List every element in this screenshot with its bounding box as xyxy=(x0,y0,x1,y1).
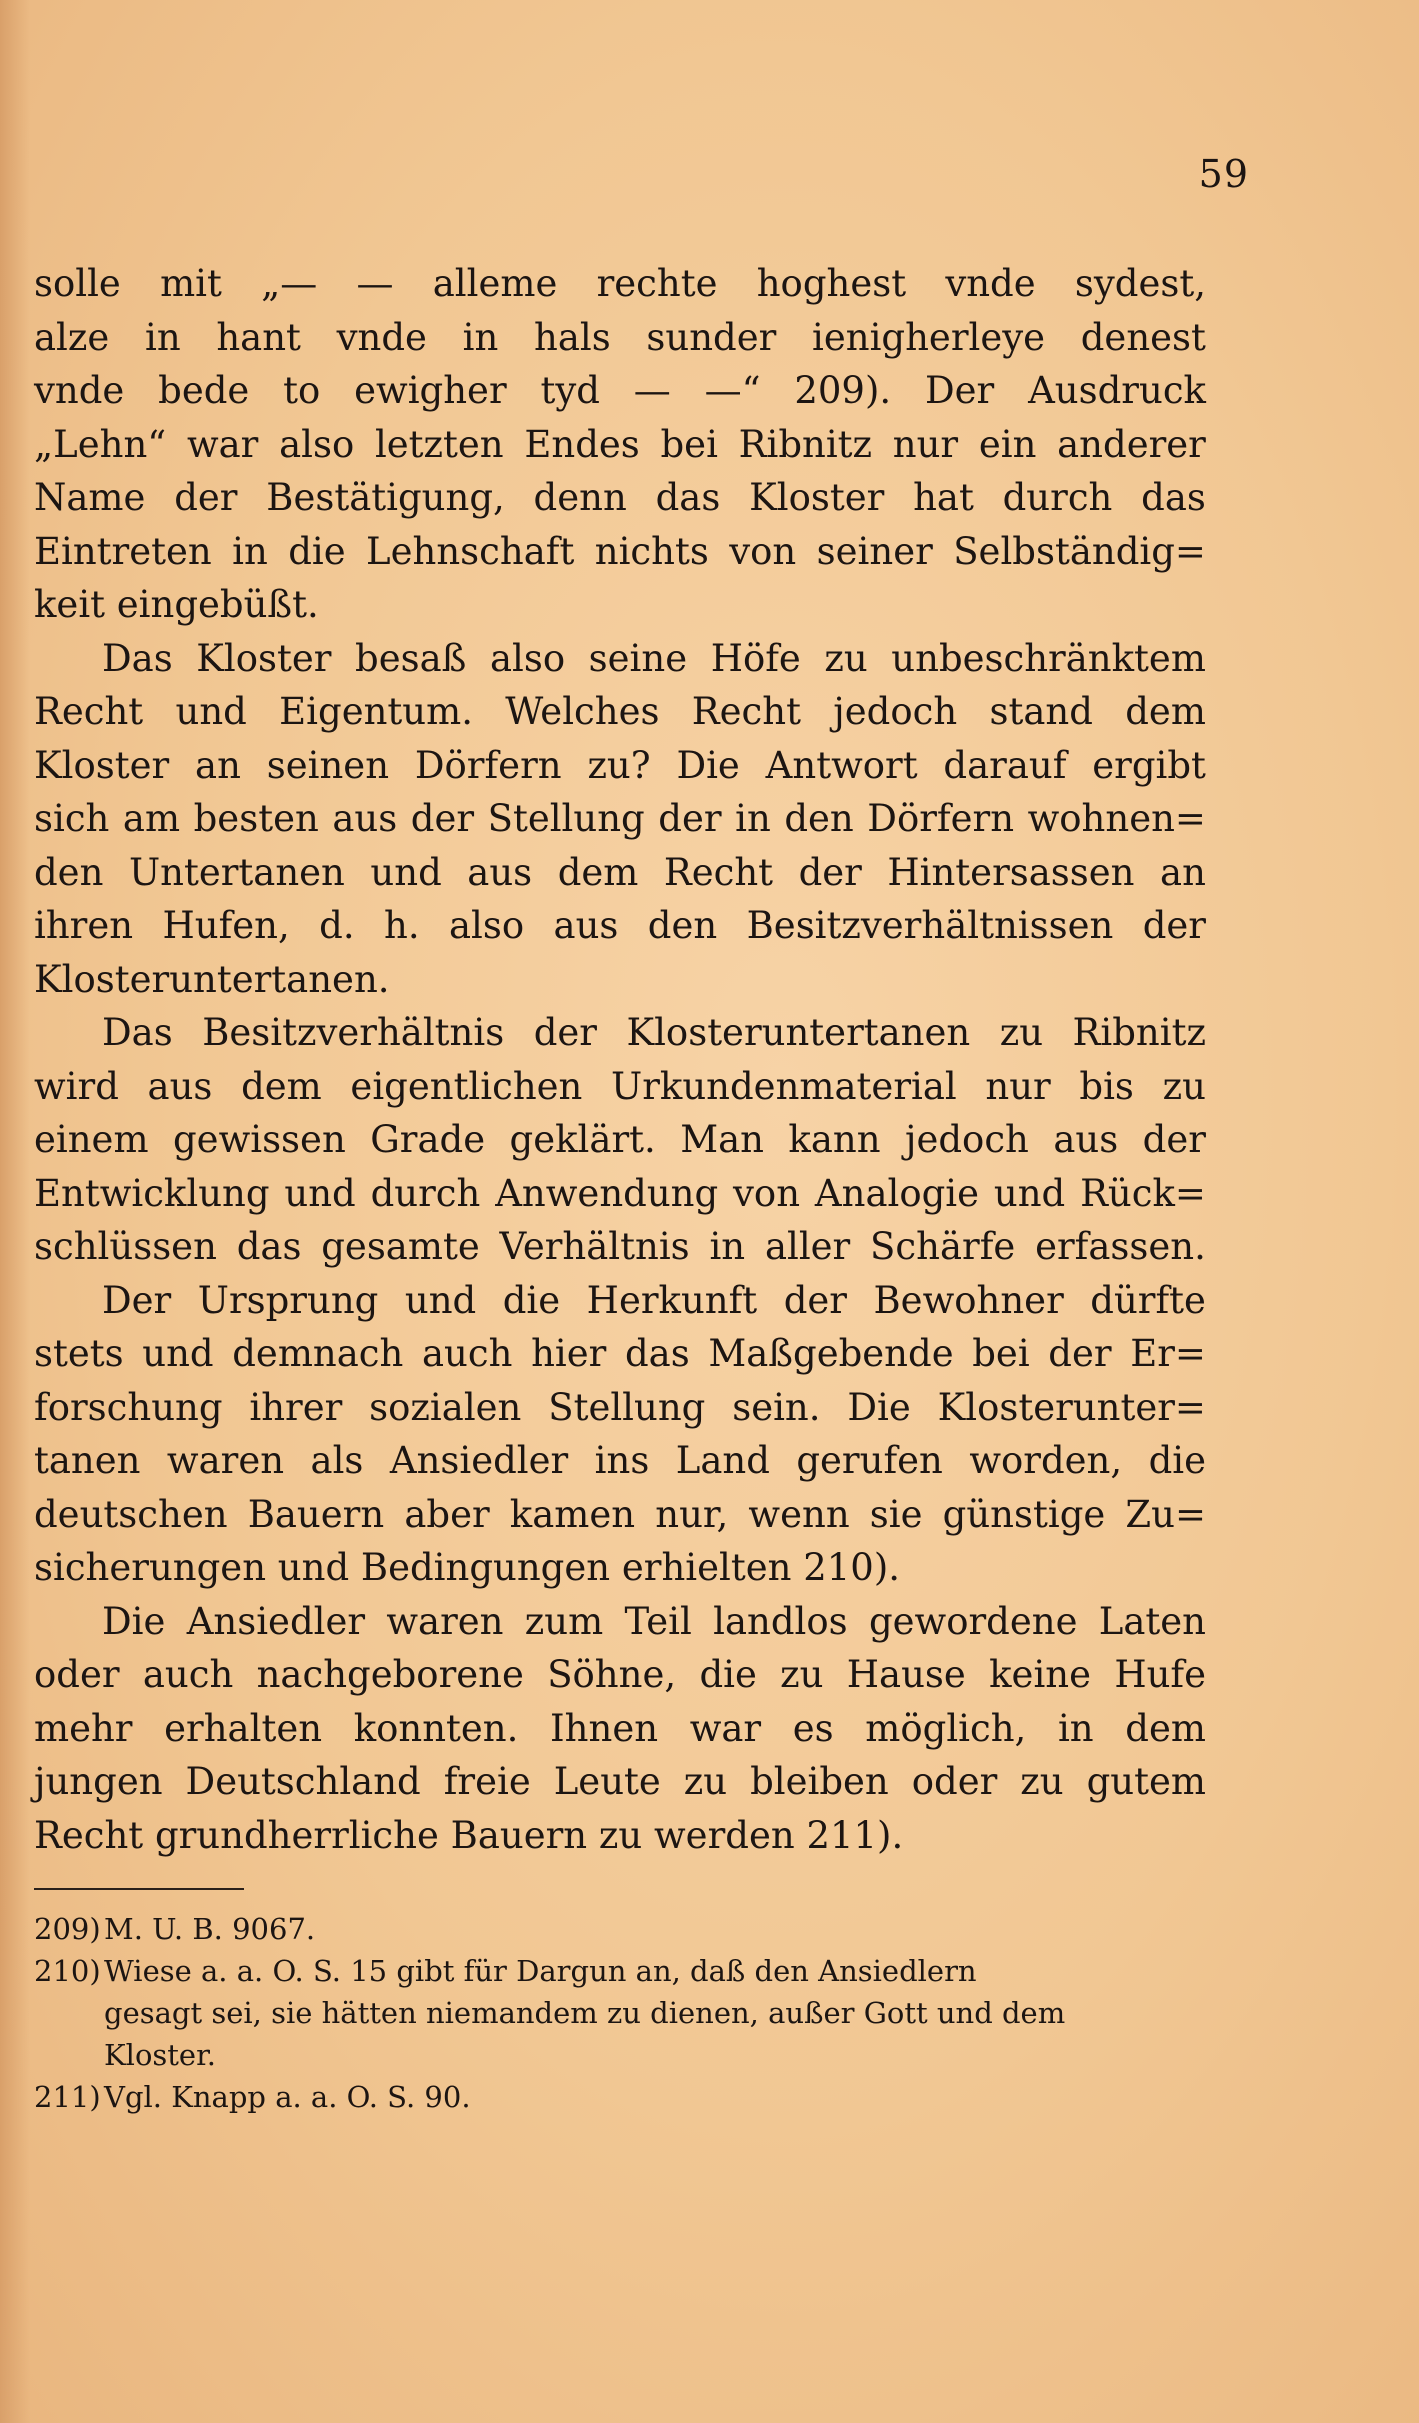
word: jedoch xyxy=(905,1118,1029,1161)
word: Klosteruntertanen. xyxy=(34,957,390,1001)
word: zu xyxy=(1162,1064,1206,1108)
word: Der xyxy=(102,1278,172,1322)
word: Klosteruntertanen xyxy=(626,1011,971,1054)
footnote-211 xyxy=(34,2080,1206,2122)
word: Dörfern xyxy=(867,797,1015,840)
word: den xyxy=(784,797,854,840)
word: keine xyxy=(989,1653,1092,1696)
footnote-number: 210) xyxy=(34,1954,101,1988)
word: wohnen= xyxy=(1027,797,1206,840)
word: und xyxy=(175,690,247,733)
text-line xyxy=(34,1225,1206,1279)
word: es xyxy=(792,1706,834,1750)
word: erhielten xyxy=(621,1546,804,1589)
text-line xyxy=(34,851,1206,905)
word: bleiben xyxy=(750,1760,889,1803)
word: forschung xyxy=(34,1385,223,1429)
word: Er= xyxy=(1130,1332,1206,1375)
word: Recht xyxy=(34,1813,155,1857)
text-line xyxy=(34,1332,1206,1386)
word: der xyxy=(1048,1332,1112,1375)
word: Hause xyxy=(846,1653,966,1696)
text-line xyxy=(34,530,1206,584)
word: der xyxy=(174,476,238,519)
word: jedoch xyxy=(833,690,958,733)
word: Leute xyxy=(553,1760,661,1803)
word: alze xyxy=(34,315,110,359)
word: „Lehn“ xyxy=(34,422,167,466)
text-line xyxy=(34,423,1206,477)
text-line xyxy=(34,690,1206,744)
word: die xyxy=(288,529,346,573)
word: — xyxy=(356,262,394,305)
word: dürfte xyxy=(1090,1278,1206,1322)
word: das xyxy=(236,1225,302,1268)
word: Anwendung xyxy=(495,1171,719,1215)
word: 209). xyxy=(794,369,892,412)
word: Herkunft xyxy=(586,1278,758,1322)
word: in xyxy=(1057,1706,1094,1750)
word: dem xyxy=(1125,690,1206,733)
word: war xyxy=(689,1706,762,1750)
word: zu xyxy=(824,636,868,680)
text-line xyxy=(34,797,1206,851)
text-line xyxy=(34,1760,1206,1814)
word: wird xyxy=(34,1064,119,1108)
word: aus xyxy=(332,797,398,840)
word: aus xyxy=(1053,1118,1119,1161)
word: Laten xyxy=(1098,1599,1206,1643)
word: eigentlichen xyxy=(350,1064,583,1108)
word: ihrer xyxy=(249,1385,343,1429)
footnote-209 xyxy=(34,1912,1206,1954)
word: aus xyxy=(553,904,619,947)
word: anderer xyxy=(1057,422,1206,466)
word: Kloster xyxy=(34,743,170,787)
word: bis xyxy=(1079,1064,1134,1108)
word: zu xyxy=(780,1653,824,1696)
word: kann xyxy=(788,1118,881,1161)
word: bede xyxy=(158,369,250,412)
word: in xyxy=(462,315,499,359)
word: die xyxy=(502,1278,561,1322)
word: das xyxy=(1141,476,1206,519)
word: Urkundenmaterial xyxy=(611,1064,957,1108)
word: to xyxy=(283,369,321,412)
word: sydest, xyxy=(1074,262,1206,305)
word: von xyxy=(729,529,797,573)
word: Bestätigung, xyxy=(266,476,505,519)
word: aller xyxy=(764,1225,851,1268)
footnote-210 xyxy=(34,1954,1206,1996)
word: Name xyxy=(34,476,146,519)
word: gewissen xyxy=(172,1118,346,1161)
text-line xyxy=(34,1439,1206,1493)
word: Das xyxy=(102,1011,173,1054)
word: Klosterunter= xyxy=(937,1385,1206,1429)
word: seinen xyxy=(266,743,390,787)
word: erhalten xyxy=(164,1706,323,1750)
word: hoghest xyxy=(756,262,907,305)
word: Antwort xyxy=(765,743,918,787)
word: hier xyxy=(531,1332,607,1375)
word: Das xyxy=(102,636,173,680)
word: Maßgebende xyxy=(708,1332,954,1375)
word: aus xyxy=(467,850,533,894)
word: der xyxy=(410,797,475,840)
footnote-text: Vgl. Knapp a. a. O. S. 90. xyxy=(104,2080,471,2114)
word: Ihnen xyxy=(550,1706,659,1750)
word: der xyxy=(1142,1118,1206,1161)
footnote-text: M. U. B. 9067. xyxy=(104,1912,316,1946)
word: Zu= xyxy=(1125,1492,1206,1536)
word: gerufen xyxy=(796,1439,943,1482)
word: in xyxy=(709,1225,746,1268)
word: durch xyxy=(370,1171,481,1215)
word: Besitzverhältnis xyxy=(202,1011,505,1054)
word: worden, xyxy=(969,1439,1123,1482)
word: konnten. xyxy=(353,1706,519,1750)
word: hals xyxy=(534,315,611,359)
word: Man xyxy=(680,1118,764,1161)
word: besten xyxy=(193,797,319,840)
footnote-210-continued xyxy=(34,1996,1206,2038)
word: denest xyxy=(1080,315,1206,359)
word: sich xyxy=(34,797,110,840)
word: Stellung xyxy=(548,1385,706,1429)
text-line xyxy=(34,744,1206,798)
word: auch xyxy=(142,1653,234,1696)
word: Stellung xyxy=(487,797,645,840)
word: wenn xyxy=(748,1492,850,1536)
word: Recht xyxy=(663,850,774,894)
word: zu xyxy=(598,1813,654,1857)
word: — xyxy=(633,369,671,412)
word: Analogie xyxy=(814,1171,980,1215)
footnote-separator xyxy=(34,1888,244,1890)
text-line xyxy=(34,958,1206,1012)
footnote-210-continued xyxy=(34,2038,1206,2080)
word: zu xyxy=(999,1011,1044,1054)
paragraph-start-line xyxy=(34,1011,1206,1065)
word: war xyxy=(186,422,259,466)
word: ergibt xyxy=(1092,743,1206,787)
word: tyd xyxy=(540,369,600,412)
word: vnde xyxy=(34,369,125,412)
word: nur, xyxy=(655,1492,729,1536)
word: das xyxy=(624,1332,690,1375)
word: Hufe xyxy=(1114,1653,1206,1696)
footnote-text: Wiese a. a. O. S. 15 gibt für Dargun an, daß den Ansiedlern xyxy=(104,1954,977,1988)
word: der xyxy=(533,1011,597,1054)
word: Deutschland xyxy=(185,1760,421,1803)
word: Söhne, xyxy=(547,1653,677,1696)
word: Hintersassen xyxy=(887,850,1135,894)
word: Ursprung xyxy=(197,1278,379,1322)
word: Land xyxy=(675,1439,770,1482)
text-line xyxy=(34,369,1206,423)
text-line xyxy=(34,1707,1206,1761)
text-line xyxy=(34,1172,1206,1226)
word: und xyxy=(142,1332,214,1375)
word: das xyxy=(655,476,721,519)
word: möglich, xyxy=(865,1706,1027,1750)
word: Bewohner xyxy=(873,1278,1064,1322)
word: dem xyxy=(241,1064,322,1108)
word: vnde xyxy=(945,262,1036,305)
word: der xyxy=(1142,904,1206,947)
word: Recht xyxy=(34,690,144,733)
word: günstige xyxy=(942,1492,1106,1536)
word: also xyxy=(448,904,525,947)
word: oder xyxy=(911,1760,998,1803)
word: darauf xyxy=(943,743,1067,787)
word: 211). xyxy=(806,1813,904,1857)
word: die xyxy=(699,1653,757,1696)
word: und xyxy=(370,850,442,894)
word: grundherrliche xyxy=(154,1813,451,1857)
word: nur xyxy=(985,1064,1051,1108)
word: Bedingungen xyxy=(360,1546,622,1589)
word: jungen xyxy=(34,1760,163,1803)
text-line xyxy=(34,262,1206,316)
word: zu xyxy=(683,1760,728,1803)
word: Bauern xyxy=(450,1813,599,1857)
word: in xyxy=(144,315,181,359)
word: h. xyxy=(383,904,420,947)
text-line xyxy=(34,1386,1206,1440)
word: Entwicklung xyxy=(34,1171,270,1215)
word: mehr xyxy=(34,1706,133,1750)
word: mit xyxy=(160,262,222,305)
text-line xyxy=(34,904,1206,958)
text-line xyxy=(34,583,1206,637)
word: Verhältnis xyxy=(499,1225,690,1268)
word: hant xyxy=(216,315,301,359)
word: seiner xyxy=(816,529,933,573)
word: solle xyxy=(34,262,121,305)
word: ins xyxy=(594,1439,650,1482)
word: Kloster xyxy=(196,636,332,680)
word: Der xyxy=(925,369,995,412)
word: waren xyxy=(386,1599,504,1643)
word: unbeschränktem xyxy=(891,636,1206,680)
word: zum xyxy=(524,1599,604,1643)
word: in xyxy=(232,529,268,573)
word: ein xyxy=(978,422,1037,466)
word: in xyxy=(735,797,771,840)
word: geklärt. xyxy=(509,1118,656,1161)
word: Eintreten xyxy=(34,529,212,573)
word: Hufen, xyxy=(162,904,290,947)
word: Teil xyxy=(624,1599,692,1643)
body-text xyxy=(34,262,1206,1867)
word: also xyxy=(279,422,355,466)
word: d. xyxy=(319,904,355,947)
word: durch xyxy=(1002,476,1113,519)
word: landlos xyxy=(713,1599,848,1643)
word: am xyxy=(122,797,181,840)
word: Untertanen xyxy=(128,850,345,894)
word: nichts xyxy=(594,529,709,573)
word: nur xyxy=(892,422,959,466)
word: Ansiedler xyxy=(186,1599,366,1643)
word: nachgeborene xyxy=(256,1653,524,1696)
footnotes xyxy=(34,1912,1206,2122)
word: tanen xyxy=(34,1439,141,1482)
word: keit xyxy=(34,583,117,626)
word: Selbständig= xyxy=(953,529,1206,573)
word: Besitzverhältnissen xyxy=(746,904,1114,947)
word: stets xyxy=(34,1332,124,1375)
word: an xyxy=(195,743,241,787)
word: gesamte xyxy=(321,1225,480,1268)
word: sozialen xyxy=(369,1385,522,1429)
word: schlüssen xyxy=(34,1225,217,1268)
footnote-text: Kloster. xyxy=(104,2038,216,2072)
word: 210). xyxy=(803,1546,901,1589)
paragraph-start-line xyxy=(34,1279,1206,1333)
word: erfassen. xyxy=(1035,1225,1206,1268)
page-edge-shadow xyxy=(0,0,30,2423)
text-line xyxy=(34,1814,1206,1868)
word: Grade xyxy=(370,1118,486,1161)
word: Die xyxy=(676,743,740,787)
footnote-number: 211) xyxy=(34,2080,101,2114)
word: dem xyxy=(1125,1706,1206,1750)
word: Recht xyxy=(691,690,801,733)
word: vnde xyxy=(336,315,427,359)
word: seine xyxy=(588,636,688,680)
word: und xyxy=(277,1546,361,1589)
word: freie xyxy=(443,1760,531,1803)
word: zu? xyxy=(587,743,651,787)
paragraph-start-line xyxy=(34,637,1206,691)
word: demnach xyxy=(232,1332,404,1375)
paragraph-start-line xyxy=(34,1600,1206,1654)
word: von xyxy=(733,1171,801,1215)
word: Bauern xyxy=(247,1492,385,1536)
word: ihren xyxy=(34,904,134,947)
page-number: 59 xyxy=(1198,152,1249,196)
word: Ansiedler xyxy=(389,1439,569,1482)
word: alleme xyxy=(432,262,558,305)
word: gutem xyxy=(1086,1760,1206,1803)
word: sicherungen xyxy=(34,1546,278,1589)
word: ewigher xyxy=(354,369,507,412)
word: sie xyxy=(869,1492,923,1536)
word: Eigentum. xyxy=(279,690,473,733)
word: —“ xyxy=(704,369,761,412)
word: besaß xyxy=(355,636,467,680)
word: und xyxy=(284,1171,356,1215)
word: Ausdruck xyxy=(1028,369,1206,412)
word: den xyxy=(34,850,104,894)
word: als xyxy=(310,1439,364,1482)
word: dem xyxy=(557,850,639,894)
word: Welches xyxy=(505,690,660,733)
word: deutschen xyxy=(34,1492,228,1536)
word: sunder xyxy=(646,315,777,359)
word: rechte xyxy=(596,262,718,305)
word: und xyxy=(993,1171,1066,1215)
text-line xyxy=(34,1653,1206,1707)
footnote-number: 209) xyxy=(34,1912,101,1946)
word: werden xyxy=(654,1813,807,1857)
word: oder xyxy=(34,1653,120,1696)
word: der xyxy=(658,797,722,840)
word: Dörfern xyxy=(414,743,562,787)
text-line xyxy=(34,1118,1206,1172)
word: an xyxy=(1160,850,1206,894)
word: eingebüßt. xyxy=(116,583,319,626)
word: letzten xyxy=(374,422,504,466)
word: kamen xyxy=(509,1492,636,1536)
word: der xyxy=(783,1278,847,1322)
word: ienigherleye xyxy=(812,315,1046,359)
text-line xyxy=(34,1493,1206,1547)
word: Endes xyxy=(524,422,640,466)
text-line xyxy=(34,1546,1206,1600)
word: gewordene xyxy=(868,1599,1078,1643)
word: sein. xyxy=(732,1385,821,1429)
word: Die xyxy=(847,1385,911,1429)
word: Rück= xyxy=(1080,1171,1206,1215)
word: bei xyxy=(972,1332,1030,1375)
word: die xyxy=(1148,1439,1206,1482)
word: hat xyxy=(913,476,974,519)
word: der xyxy=(798,850,862,894)
word: den xyxy=(647,904,718,947)
word: und xyxy=(404,1278,477,1322)
word: Lehnschaft xyxy=(366,529,575,573)
word: „— xyxy=(261,262,318,305)
word: Die xyxy=(102,1599,166,1643)
word: Ribnitz xyxy=(738,422,873,466)
word: also xyxy=(489,636,566,680)
word: zu xyxy=(1020,1760,1064,1803)
word: Ribnitz xyxy=(1072,1011,1206,1054)
text-line xyxy=(34,1065,1206,1119)
footnote-text: gesagt sei, sie hätten niemandem zu dienen, außer Gott und dem xyxy=(104,1996,1066,2030)
word: Höfe xyxy=(710,636,801,680)
word: Schärfe xyxy=(870,1225,1016,1268)
text-line xyxy=(34,476,1206,530)
word: auch xyxy=(422,1332,513,1375)
word: bei xyxy=(660,422,718,466)
word: Kloster xyxy=(749,476,885,519)
word: waren xyxy=(166,1439,285,1482)
word: einem xyxy=(34,1118,149,1161)
word: stand xyxy=(989,690,1093,733)
word: denn xyxy=(533,476,627,519)
word: aber xyxy=(404,1492,490,1536)
text-line xyxy=(34,316,1206,370)
word: aus xyxy=(147,1064,213,1108)
